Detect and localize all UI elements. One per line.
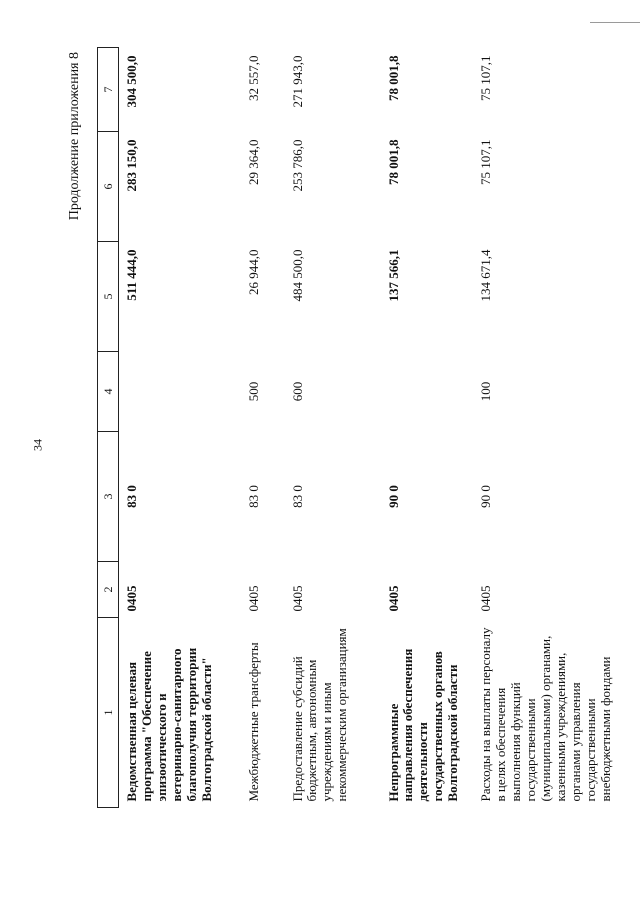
- row-value-6: 75 107,1: [478, 139, 494, 185]
- row-name: Межбюджетные трансферты: [245, 642, 261, 802]
- row-value-6: 29 364,0: [245, 139, 261, 185]
- rotated-content: [67, 48, 613, 808]
- page-number: 34: [30, 439, 45, 451]
- row-name: Непрограммные направления обеспечения деятельности государственных органов Волгоградской области: [385, 648, 461, 802]
- budget-table: [97, 47, 626, 808]
- appendix-caption: Продолжение приложения 8: [67, 52, 82, 221]
- header-col-3: 3: [98, 432, 119, 562]
- row-name: Расходы на выплаты персоналу в целях обеспечения выполнения функций государственными (муниципальными) органами, казенными учреждениями, органами управления государственными внебюджетными фондами: [478, 627, 613, 802]
- table-header-row: [98, 48, 119, 808]
- row-kind: [381, 352, 474, 432]
- table-row: [381, 48, 474, 808]
- row-value-6: 253 786,0: [289, 139, 305, 192]
- header-col-2: 2: [98, 562, 119, 618]
- table-row: [119, 48, 241, 808]
- row-target: 90 0: [385, 485, 401, 508]
- row-value-7: 304 500,0: [124, 55, 139, 108]
- row-kind: 100: [478, 381, 494, 402]
- row-value-7: 271 943,0: [289, 55, 305, 108]
- row-target: 90 0: [478, 485, 494, 508]
- row-value-7: 75 107,1: [478, 55, 494, 101]
- row-target: 83 0: [124, 485, 139, 508]
- row-target: 83 0: [245, 485, 261, 508]
- table-row: [285, 48, 381, 808]
- header-col-7: 7: [98, 48, 119, 132]
- row-target: 83 0: [289, 485, 305, 508]
- row-name: Предоставление субсидий бюджетным, автономным учреждениям и иным некоммерческим организациям: [289, 628, 350, 802]
- row-section: 0405: [245, 585, 261, 612]
- row-value-5: 484 500,0: [289, 249, 305, 302]
- table-row: [473, 48, 625, 808]
- header-col-5: 5: [98, 242, 119, 352]
- row-kind: 600: [289, 381, 305, 402]
- row-section: 0405: [124, 585, 139, 612]
- row-value-7: 78 001,8: [385, 55, 401, 101]
- row-kind: 500: [245, 381, 261, 402]
- row-value-6: 283 150,0: [124, 139, 139, 192]
- row-value-7: 32 557,0: [245, 55, 261, 101]
- row-section: 0405: [289, 585, 305, 612]
- row-value-5: 137 566,1: [385, 249, 401, 302]
- row-section: 0405: [385, 585, 401, 612]
- row-section: 0405: [478, 585, 494, 612]
- row-name: Ведомственная целевая программа "Обеспечение эпизоотического и ветеринарно-санитарного благополучия территории Волгоградской области": [124, 647, 214, 802]
- header-col-4: 4: [98, 352, 119, 432]
- header-col-6: 6: [98, 132, 119, 242]
- table-row: [241, 48, 285, 808]
- row-value-5: 134 671,4: [478, 249, 494, 302]
- row-value-5: 511 444,0: [124, 249, 139, 301]
- row-value-5: 26 944,0: [245, 249, 261, 295]
- row-kind: [119, 352, 241, 432]
- header-col-1: 1: [98, 618, 119, 808]
- row-value-6: 78 001,8: [385, 139, 401, 185]
